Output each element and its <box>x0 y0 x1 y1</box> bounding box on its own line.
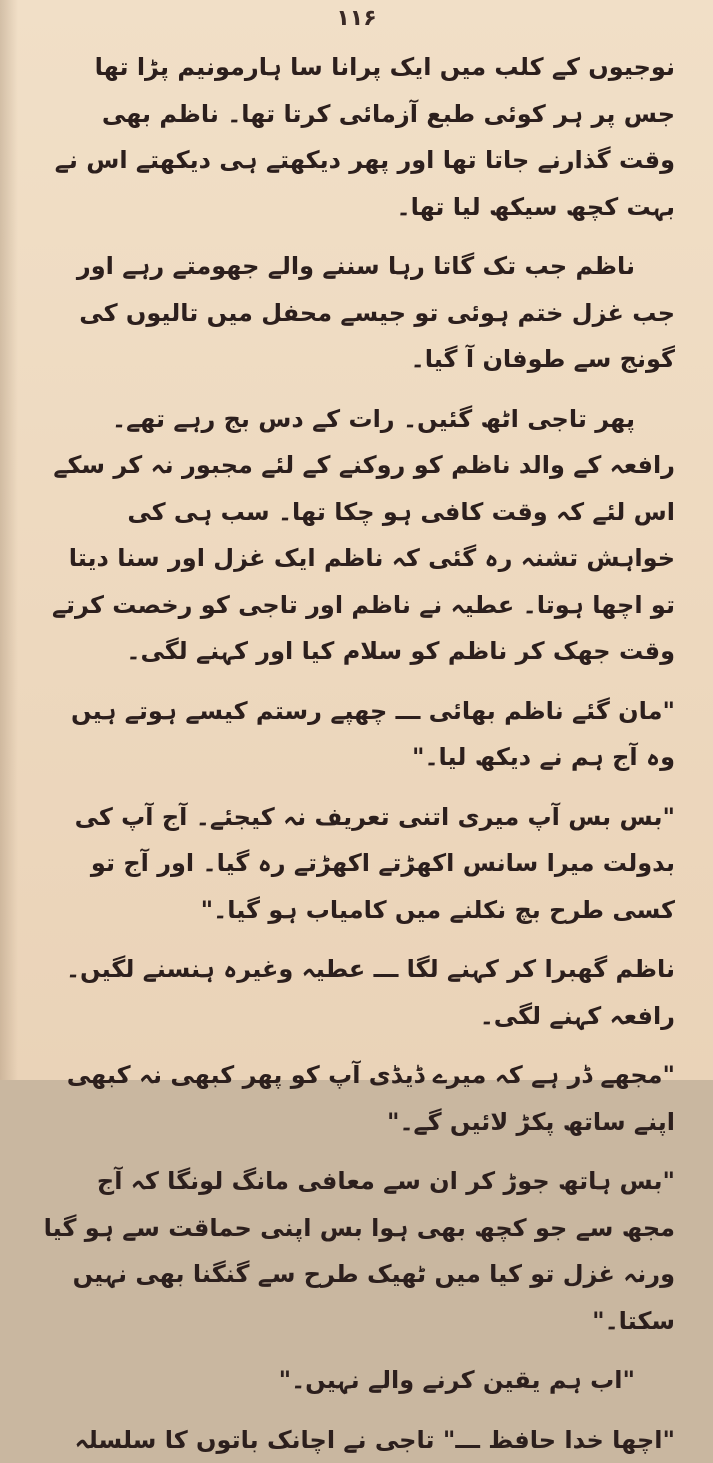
paragraph-4: "مان گئے ناظم بھائی ـــ چھپے رستم کیسے ہوتے ہیں وہ آج ہم نے دیکھ لیا۔" <box>43 688 675 781</box>
urdu-text-body <box>43 44 675 1463</box>
page-number: ۱۱۶ <box>0 6 713 31</box>
paragraph-9: "اب ہم یقین کرنے والے نہیں۔" <box>43 1357 675 1404</box>
paragraph-1: نوجیوں کے کلب میں ایک پرانا سا ہارمونیم پڑا تھا جس پر ہر کوئی طبع آزمائی کرتا تھا۔ ناظم بھی وقت گذارنے جاتا تھا اور پھر دیکھتے ہی دیکھتے اس نے بہت کچھ سیکھ لیا تھا۔ <box>43 44 675 230</box>
paragraph-10: "اچھا خدا حافظ ـــ" تاجی نے اچانک باتوں کا سلسلہ <box>43 1417 675 1463</box>
paragraph-5: "بس بس آپ میری اتنی تعریف نہ کیجئے۔ آج آپ کی بدولت میرا سانس اکھڑتے اکھڑتے رہ گیا۔ اور آج تو کسی طرح بچ نکلنے میں کامیاب ہو گیا۔" <box>43 794 675 934</box>
paragraph-6: ناظم گھبرا کر کہنے لگا ـــ عطیہ وغیرہ ہنسنے لگیں۔ رافعہ کہنے لگی۔ <box>43 946 675 1039</box>
paragraph-8: "بس ہاتھ جوڑ کر ان سے معافی مانگ لونگا کہ آج مجھ سے جو کچھ بھی ہوا بس اپنی حماقت سے ہو گیا ورنہ غزل تو کیا میں ٹھیک طرح سے گنگنا بھی نہیں سکتا۔" <box>43 1158 675 1344</box>
paragraph-2: ناظم جب تک گاتا رہا سننے والے جھومتے رہے اور جب غزل ختم ہوئی تو جیسے محفل میں تالیوں کی گونج سے طوفان آ گیا۔ <box>43 243 675 383</box>
paragraph-3: پھر تاجی اٹھ گئیں۔ رات کے دس بج رہے تھے۔ رافعہ کے والد ناظم کو روکنے کے لئے مجبور نہ کر سکے اس لئے کہ وقت کافی ہو چکا تھا۔ سب ہی کی خواہش تشنہ رہ گئی کہ ناظم ایک غزل اور سنا دیتا تو اچھا ہوتا۔ عطیہ نے ناظم اور تاجی کو رخصت کرتے وقت جھک کر ناظم کو سلام کیا اور کہنے لگی۔ <box>43 396 675 675</box>
paragraph-7: "مجھے ڈر ہے کہ میرے ڈیڈی آپ کو پھر کبھی نہ کبھی اپنے ساتھ پکڑ لائیں گے۔" <box>43 1052 675 1145</box>
page-edge-shadow <box>0 0 18 1080</box>
